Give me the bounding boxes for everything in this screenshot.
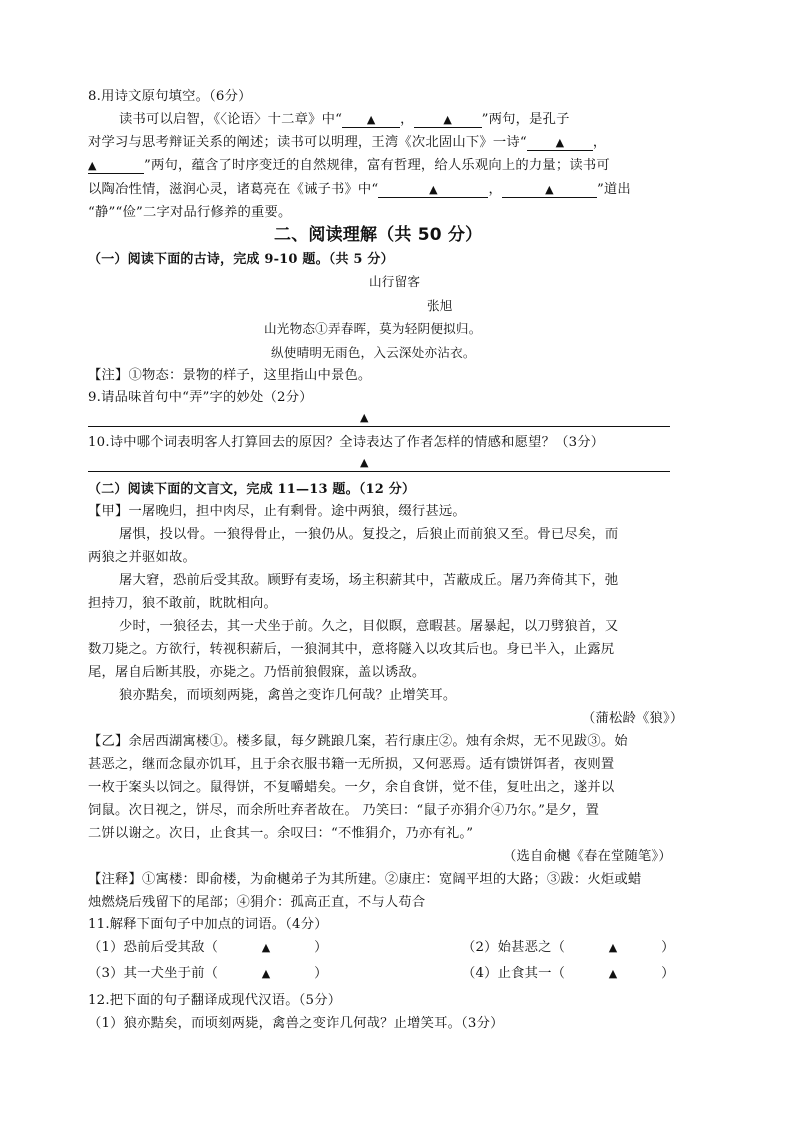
answer-blank[interactable] — [378, 182, 488, 198]
passage-jia-line: 数刀毙之。方欲行，转视积薪后，一狼洞其中，意将隧入以攻其后也。身已半入，止露尻 — [88, 642, 615, 657]
answer-slot[interactable] — [565, 938, 661, 957]
poem-note: 【注】①物态：景物的样子，这里指山中景色。 — [88, 368, 372, 383]
triangle-mark-icon: ▲ — [555, 136, 565, 149]
q8-text: ， — [400, 112, 414, 127]
triangle-mark-icon: ▲ — [443, 113, 452, 126]
triangle-mark-icon: ▲ — [261, 967, 271, 980]
q8-text: ”两句，是孔子 — [481, 112, 570, 127]
section-heading: 二、阅读理解（共 50 分） — [274, 225, 483, 245]
q8-line-3 — [88, 156, 610, 175]
triangle-mark-icon: ▲ — [429, 183, 438, 196]
q11-item-2 — [462, 938, 675, 957]
triangle-mark-icon: ▲ — [545, 183, 554, 196]
q9: 9.请品味首句中“弄”字的妙处（2分） — [88, 390, 313, 405]
q11-text: （2）始甚恶之（ — [462, 940, 566, 955]
notes-line: 烛燃烧后残留下的尾部；④狷介：孤高正直，不与人苟合 — [88, 895, 426, 910]
triangle-mark-icon: ▲ — [366, 113, 376, 126]
answer-blank[interactable] — [502, 182, 597, 198]
q11-text: ） — [661, 966, 675, 981]
q12-title: 12.把下面的句子翻译成现代汉语。（5分） — [88, 993, 342, 1008]
passage-yi-line: 二饼以谢之。次日，止食其一。余叹曰：“不惟狷介，乃亦有礼。” — [88, 826, 474, 841]
q8-text: ， — [592, 135, 607, 150]
answer-blank[interactable] — [527, 135, 593, 151]
triangle-mark-icon: ▲ — [88, 159, 97, 172]
poem-title: 山行留客 — [369, 274, 421, 289]
passage-jia-line: 狼亦黠矣，而顷刻两毙，禽兽之变诈几何哉？止增笑耳。 — [119, 688, 457, 703]
q8-line-1 — [119, 110, 570, 129]
triangle-mark-icon: ▲ — [608, 941, 618, 954]
passage-jia-line: 少时，一狼径去，其一犬坐于前。久之，目似瞑，意暇甚。屠暴起，以刀劈狼首，又 — [119, 619, 619, 634]
q10: 10.诗中哪个词表明客人打算回去的原因？全诗表达了作者怎样的情感和愿望？（3分） — [88, 435, 605, 450]
q11-text: （4）止食其一（ — [462, 966, 566, 981]
answer-slot[interactable] — [218, 938, 314, 957]
answer-blank[interactable] — [88, 158, 144, 174]
q8-title: 8.用诗文原句填空。（6分） — [88, 89, 252, 104]
q8-line-2 — [88, 133, 606, 152]
triangle-mark-icon: ▲ — [261, 941, 271, 954]
answer-line[interactable] — [88, 471, 670, 472]
passage-jia-line: 【甲】一屠晚归，担中肉尽，止有剩骨。途中两狼，缀行甚远。 — [88, 504, 466, 519]
triangle-mark-icon: ▲ — [360, 411, 369, 424]
notes-line: 【注释】①寓楼：即俞楼，为俞樾弟子为其所建。②康庄：宽阔平坦的大路；③跋：火炬或蜡 — [88, 872, 642, 887]
passage-jia-line: 两狼之并驱如故。 — [88, 550, 196, 565]
q11-text: ） — [661, 940, 675, 955]
poem-line-1: 山光物态①弄春晖，莫为轻阴便拟归。 — [264, 321, 482, 336]
passage-yi-source: （选自俞樾《春在堂随笔》） — [503, 849, 672, 864]
q8-text: 读书可以启智，《〈论语〉十二章》中“ — [119, 112, 343, 127]
q11-item-3 — [88, 964, 328, 983]
passage-jia-line: 屠大窘，恐前后受其敌。顾野有麦场，场主积薪其中，苫蔽成丘。屠乃奔倚其下，弛 — [119, 573, 619, 588]
triangle-mark-icon: ▲ — [608, 967, 618, 980]
q11-text: ） — [314, 940, 328, 955]
answer-blank[interactable] — [414, 112, 482, 128]
passage-yi-line: 饲鼠。次日视之，饼尽，而余所吐弃者故在。 乃笑曰：“鼠子亦狷介④乃尔。”是夕，置 — [88, 803, 600, 818]
poem-line-2: 纵使晴明无雨色，入云深处亦沾衣。 — [271, 345, 476, 360]
q11-text: ） — [314, 966, 328, 981]
passage-yi-line: 【乙】余居西湖寓楼①。楼多鼠，每夕跳踉几案，若行康庄②。烛有余烬，无不见跋③。始 — [88, 734, 628, 749]
answer-slot[interactable] — [565, 964, 661, 983]
q8-line-4 — [88, 180, 631, 199]
q11-text: （3）其一犬坐于前（ — [88, 966, 219, 981]
q11-item-1 — [88, 938, 328, 957]
q8-line-5: “静”“俭”二字对品行修养的重要。 — [88, 205, 292, 220]
part1-title: （一）阅读下面的古诗，完成 9-10 题。（共 5 分） — [88, 252, 394, 267]
q8-text: ， — [488, 182, 502, 197]
passage-yi-line: 甚恶之，继而念鼠亦饥耳，且于余衣服书籍一无所损，又何恶焉。适有馈饼饵者，夜则置 — [88, 757, 615, 772]
q11-text: （1）恐前后受其敌（ — [88, 940, 219, 955]
q12-item-1: （1）狼亦黠矣，而顷刻两毙，禽兽之变诈几何哉？止增笑耳。（3分） — [88, 1016, 504, 1031]
passage-yi-line: 一枚于案头以饲之。鼠得饼，不复嚼蜡矣。一夕，余自食饼，觉不佳，复吐出之，遂并以 — [88, 780, 615, 795]
answer-blank[interactable] — [342, 112, 400, 128]
q8-text: ”道出 — [596, 182, 631, 197]
answer-slot[interactable] — [218, 964, 314, 983]
poem-author: 张旭 — [427, 298, 453, 313]
passage-jia-line: 担持刀，狼不敢前，眈眈相向。 — [88, 596, 277, 611]
q8-text: 以陶冶性情，滋润心灵，诸葛亮在《诫子书》中“ — [88, 182, 379, 197]
q8-text: ”两句，蕴含了时序变迁的自然规律，富有哲理，给人乐观向上的力量；读书可 — [144, 158, 610, 173]
passage-jia-line: 屠惧，投以骨。一狼得骨止，一狼仍从。复投之，后狼止而前狼又至。骨已尽矣，而 — [119, 527, 619, 542]
q11-title: 11.解释下面句子中加点的词语。（4分） — [88, 917, 328, 932]
passage-jia-line: 尾，屠自后断其股，亦毙之。乃悟前狼假寐，盖以诱敌。 — [88, 665, 426, 680]
passage-jia-source: （蒲松龄《狼》） — [582, 711, 684, 726]
q11-item-4 — [462, 964, 675, 983]
q8-text: 对学习与思考辩证关系的阐述；读书可以明理，王湾《次北固山下》一诗“ — [88, 135, 527, 150]
answer-line[interactable] — [88, 426, 670, 427]
triangle-mark-icon: ▲ — [360, 456, 369, 469]
part2-title: （二）阅读下面的文言文，完成 11—13 题。（12 分） — [88, 482, 416, 497]
